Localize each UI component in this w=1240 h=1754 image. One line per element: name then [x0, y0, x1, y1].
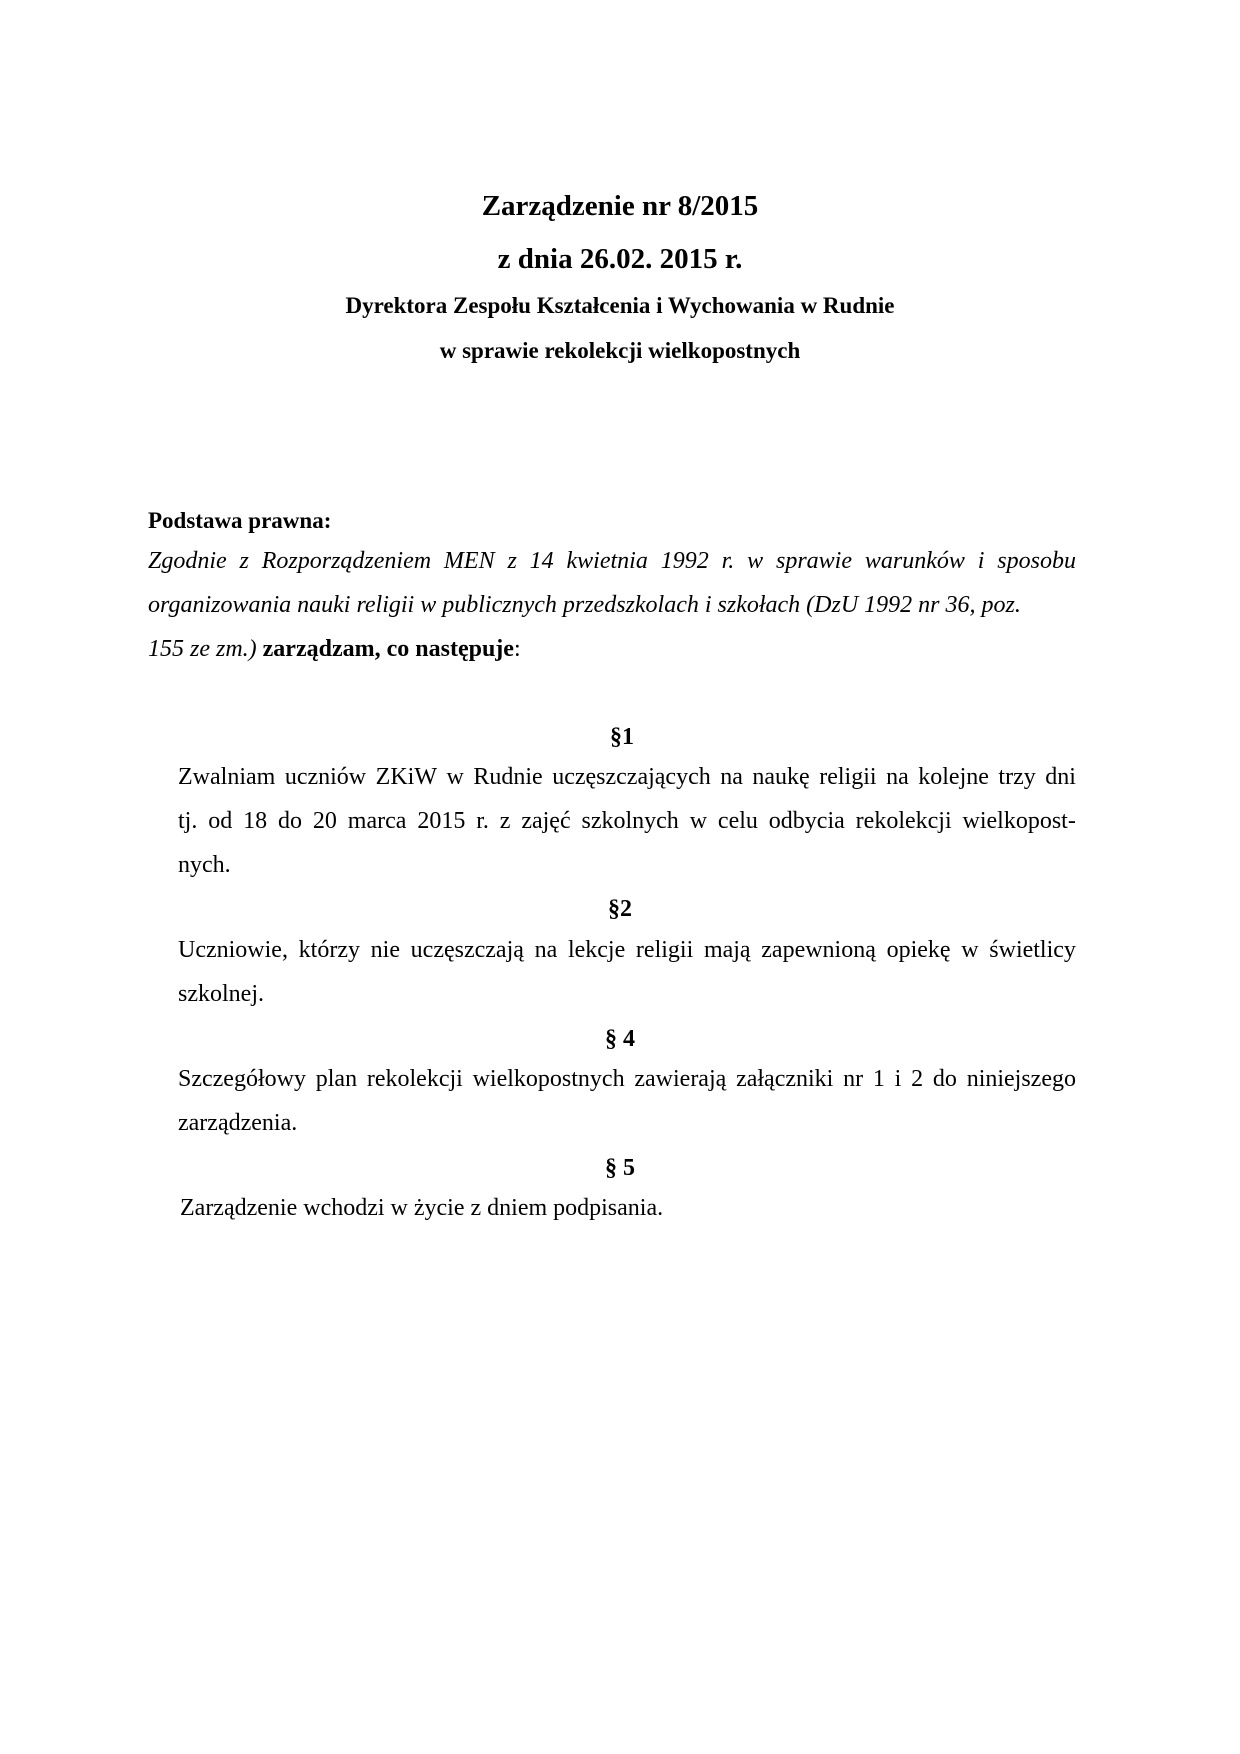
word: ZKiW: [375, 764, 437, 790]
word: 1: [872, 1066, 885, 1092]
word: w: [689, 808, 708, 834]
word: sprawie: [775, 548, 852, 574]
word: 2: [911, 1066, 924, 1092]
document-title: Zarządzenie nr 8/2015: [481, 190, 759, 222]
word: celu: [717, 808, 758, 834]
word: mają: [703, 937, 751, 963]
word: Zgodnie: [148, 548, 227, 574]
word: Zwalniam: [178, 764, 276, 790]
section-1-line-2: [178, 808, 1076, 835]
word: lekcje: [567, 937, 626, 963]
document-date: z dnia 26.02. 2015 r.: [497, 243, 743, 275]
word: wielkopost-: [962, 808, 1076, 834]
word: marca: [347, 808, 407, 834]
word: zajęć: [521, 808, 571, 834]
word: kwietnia: [566, 548, 648, 574]
section-2-line-2: szkolnej.: [178, 981, 264, 1007]
word: 20: [312, 808, 337, 834]
decree-phrase: zarządzam, co następuje: [262, 636, 514, 662]
word: z: [507, 548, 517, 574]
word: w: [747, 548, 764, 574]
word: do: [278, 808, 303, 834]
word: świetlicy: [989, 937, 1076, 963]
word: tj.: [178, 808, 198, 834]
word: zawierają: [634, 1066, 727, 1092]
section-marker-4: § 4: [605, 1026, 635, 1052]
word: w: [961, 937, 979, 963]
legal-basis-citation-end: 155 ze zm.): [148, 636, 257, 662]
word: 14: [529, 548, 554, 574]
word: Rudnie: [473, 764, 543, 790]
word: kolejne: [918, 764, 989, 790]
word: od: [208, 808, 233, 834]
legal-basis-line-1: [148, 548, 1076, 575]
word: którzy: [298, 937, 360, 963]
word: uczęszczają: [410, 937, 524, 963]
word: naukę: [752, 764, 810, 790]
word: do: [932, 1066, 957, 1092]
word: rekolekcji: [366, 1066, 463, 1092]
word: Uczniowie,: [178, 937, 288, 963]
word: szkolnych: [581, 808, 679, 834]
word: z: [239, 548, 249, 574]
word: trzy: [998, 764, 1036, 790]
word: i: [977, 548, 985, 574]
word: zapewnioną: [761, 937, 876, 963]
word: 18: [243, 808, 268, 834]
word: na: [886, 764, 909, 790]
word: Szczegółowy: [178, 1066, 306, 1092]
word: 2015: [417, 808, 466, 834]
word: uczęszczających: [552, 764, 711, 790]
word: opiekę: [886, 937, 951, 963]
legal-basis-line-3: [148, 636, 1076, 663]
word: na: [534, 937, 558, 963]
word: religii: [819, 764, 877, 790]
word: wielkopostnych: [472, 1066, 625, 1092]
section-marker-2: §2: [608, 896, 632, 922]
word: sposobu: [997, 548, 1076, 574]
section-1-line-1: [178, 764, 1076, 791]
word: odbycia: [768, 808, 845, 834]
word: plan: [315, 1066, 358, 1092]
word: MEN: [443, 548, 495, 574]
word: nr: [843, 1066, 864, 1092]
word: z: [499, 808, 511, 834]
section-marker-5: § 5: [605, 1155, 635, 1181]
word: religii: [635, 937, 694, 963]
word: r.: [476, 808, 489, 834]
legal-basis-line-2: organizowania nauki religii w publicznych przedszkolach i szkołach (DzU 1992 nr 36, poz.: [148, 592, 1021, 618]
word: w: [446, 764, 464, 790]
word: na: [720, 764, 743, 790]
word: i: [894, 1066, 902, 1092]
word: Rozporządzeniem: [261, 548, 432, 574]
section-4-line-1: [178, 1066, 1076, 1093]
word: warunków: [864, 548, 965, 574]
word: 1992: [660, 548, 709, 574]
document-subject: w sprawie rekolekcji wielkopostnych: [439, 338, 801, 363]
word: nie: [370, 937, 400, 963]
section-1-line-3: nych.: [178, 852, 231, 878]
section-marker-1: §1: [610, 724, 634, 750]
word: uczniów: [284, 764, 367, 790]
word: r.: [721, 548, 735, 574]
word: dni: [1045, 764, 1076, 790]
document-issuer: Dyrektora Zespołu Kształcenia i Wychowania w Rudnie: [345, 293, 895, 318]
section-2-line-1: [178, 937, 1076, 964]
word: rekolekcji: [855, 808, 952, 834]
legal-basis-heading: Podstawa prawna:: [148, 508, 332, 533]
section-4-line-2: zarządzenia.: [178, 1110, 298, 1136]
word: załączniki: [736, 1066, 834, 1092]
word: niniejszego: [966, 1066, 1076, 1092]
section-5-line-1: Zarządzenie wchodzi w życie z dniem podpisania.: [180, 1195, 664, 1221]
decree-colon: :: [513, 636, 521, 662]
